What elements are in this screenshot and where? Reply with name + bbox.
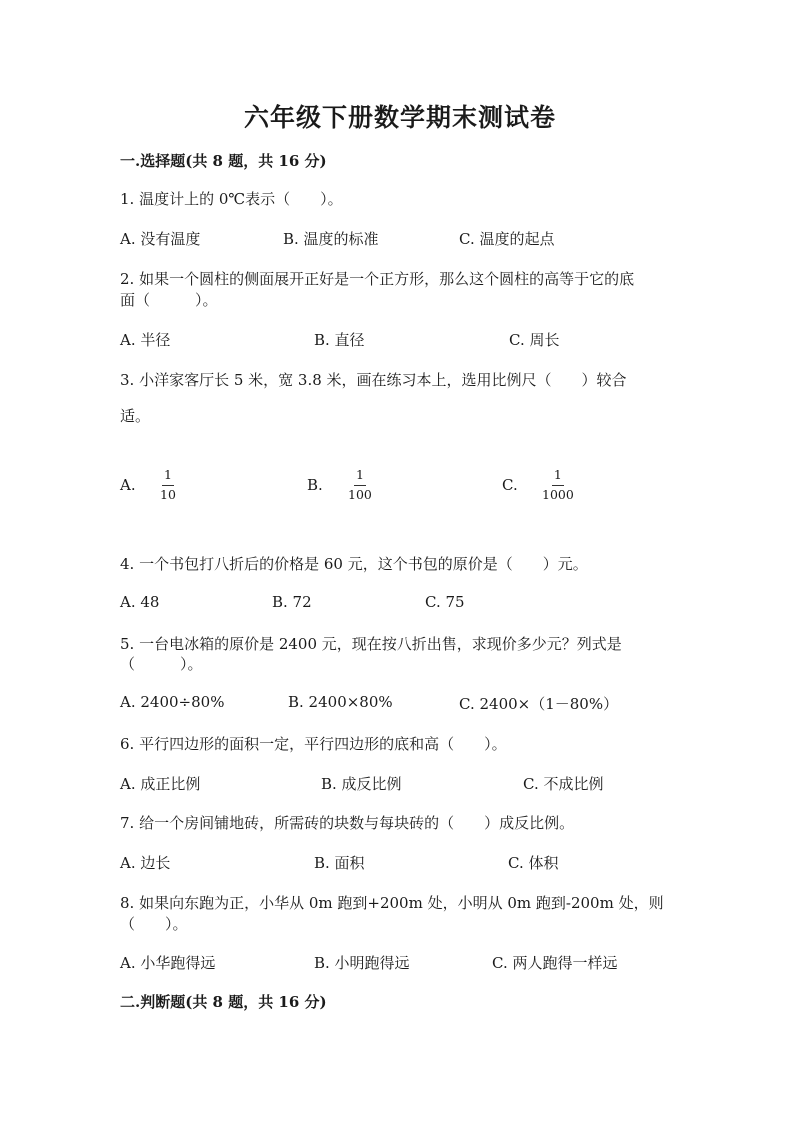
question-8-option-b: B. 小明跑得远 xyxy=(314,954,410,972)
question-5-text-line-2: （ ）。 xyxy=(120,655,203,673)
question-5-text-line-1: 5. 一台电冰箱的原价是 2400 元，现在按八折出售，求现价多少元？列式是 xyxy=(120,635,622,653)
question-5-option-c: C. 2400×（1－80%） xyxy=(459,695,619,713)
question-2-option-a: A. 半径 xyxy=(120,331,171,349)
question-4-option-a: A. 48 xyxy=(120,593,160,611)
question-1-option-c: C. 温度的起点 xyxy=(459,230,555,248)
fraction-a-denominator: 10 xyxy=(160,486,176,502)
section-heading-choice: 一.选择题(共 8 题，共 16 分) xyxy=(120,152,327,170)
fraction-b-denominator: 100 xyxy=(348,486,372,502)
question-8-option-a: A. 小华跑得远 xyxy=(120,954,216,972)
question-3-fraction-a xyxy=(160,469,176,501)
question-8-option-c: C. 两人跑得一样远 xyxy=(492,954,618,972)
question-3-text-line-2: 适。 xyxy=(120,407,151,425)
section-heading-judgement: 二.判断题(共 8 题，共 16 分) xyxy=(120,993,327,1011)
question-5-option-b: B. 2400×80% xyxy=(288,693,393,711)
page-title: 六年级下册数学期末测试卷 xyxy=(243,103,556,132)
question-8-text-line-2: （ ）。 xyxy=(120,915,188,933)
question-6-option-c: C. 不成比例 xyxy=(523,775,604,793)
question-7-option-c: C. 体积 xyxy=(508,854,559,872)
question-3-option-a: A. xyxy=(120,476,136,494)
fraction-c-denominator: 1000 xyxy=(542,486,574,502)
question-4-option-c: C. 75 xyxy=(425,593,465,611)
question-3-option-b: B. xyxy=(307,476,323,494)
question-2-text-line-2: 面（ ）。 xyxy=(120,291,218,309)
fraction-b-numerator: 1 xyxy=(354,469,366,486)
question-3-option-c: C. xyxy=(502,476,518,494)
question-4-text: 4. 一个书包打八折后的价格是 60 元，这个书包的原价是（ ）元。 xyxy=(120,555,588,573)
question-2-option-b: B. 直径 xyxy=(314,331,365,349)
question-2-text-line-1: 2. 如果一个圆柱的侧面展开正好是一个正方形，那么这个圆柱的高等于它的底 xyxy=(120,270,635,288)
question-1-option-b: B. 温度的标准 xyxy=(283,230,379,248)
question-1-option-a: A. 没有温度 xyxy=(120,230,201,248)
fraction-a-numerator: 1 xyxy=(162,469,174,486)
question-1-text: 1. 温度计上的 0℃表示（ ）。 xyxy=(120,190,343,208)
question-7-option-b: B. 面积 xyxy=(314,854,365,872)
question-2-option-c: C. 周长 xyxy=(509,331,560,349)
question-3-text-line-1: 3. 小洋家客厅长 5 米，宽 3.8 米，画在练习本上，选用比例尺（ ）较合 xyxy=(120,371,627,389)
question-3-fraction-b xyxy=(348,469,372,501)
question-7-text: 7. 给一个房间铺地砖，所需砖的块数与每块砖的（ ）成反比例。 xyxy=(120,814,575,832)
fraction-c-numerator: 1 xyxy=(552,469,564,486)
question-6-option-a: A. 成正比例 xyxy=(120,775,201,793)
question-5-option-a: A. 2400÷80% xyxy=(120,693,225,711)
question-6-option-b: B. 成反比例 xyxy=(321,775,402,793)
question-4-option-b: B. 72 xyxy=(272,593,312,611)
question-3-fraction-c xyxy=(542,469,574,501)
question-6-text: 6. 平行四边形的面积一定，平行四边形的底和高（ ）。 xyxy=(120,735,507,753)
question-7-option-a: A. 边长 xyxy=(120,854,171,872)
question-8-text-line-1: 8. 如果向东跑为正，小华从 0m 跑到+200m 处，小明从 0m 跑到-200m 处，则 xyxy=(120,894,664,912)
